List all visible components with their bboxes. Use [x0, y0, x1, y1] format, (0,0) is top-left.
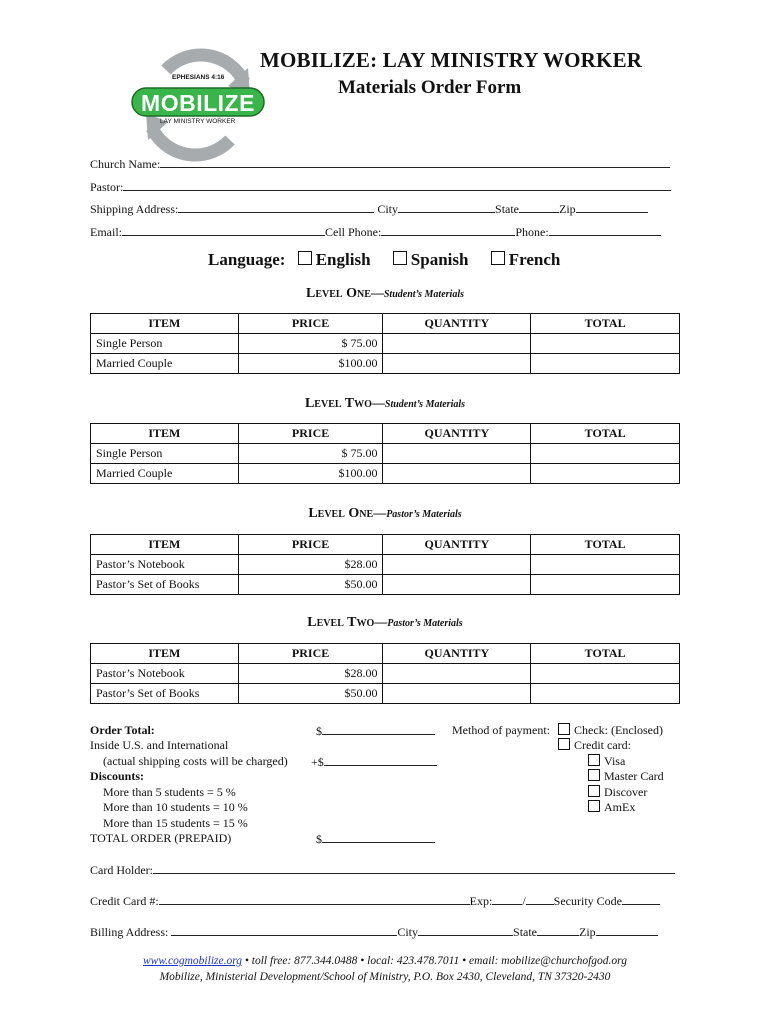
- card-mastercard[interactable]: [588, 769, 664, 784]
- plus-dollar-sign: +$: [311, 755, 324, 769]
- item-cell: Pastor’s Notebook: [91, 555, 239, 575]
- card-holder-field[interactable]: [153, 862, 675, 874]
- exp-slash: /: [522, 894, 526, 908]
- exp-label: Exp:: [469, 894, 493, 908]
- card-holder-row: [90, 862, 675, 878]
- section-dash: —: [371, 395, 385, 410]
- billing-zip-field[interactable]: [596, 924, 658, 936]
- section-level: Level One: [308, 506, 374, 521]
- email-field[interactable]: [122, 224, 325, 236]
- card-discover-label: Discover: [604, 785, 648, 799]
- section-audience: Pastor’s Materials: [386, 509, 462, 520]
- billing-zip-label: Zip: [579, 925, 596, 939]
- language-english-label: English: [315, 250, 371, 269]
- quantity-cell[interactable]: [383, 334, 531, 354]
- credit-card-label: Credit Card #:: [90, 894, 159, 908]
- section-heading: [0, 395, 770, 412]
- quantity-cell[interactable]: [383, 575, 531, 595]
- billing-state-field[interactable]: [537, 924, 579, 936]
- discount-15: More than 15 students = 15 %: [103, 816, 248, 830]
- price-cell: $100.00: [238, 464, 383, 484]
- payment-credit-card[interactable]: [558, 738, 631, 753]
- email-row: [90, 224, 661, 240]
- item-cell: Pastor’s Notebook: [91, 664, 239, 684]
- discount-10: More than 10 students = 10 %: [103, 800, 248, 814]
- checkbox-icon[interactable]: [588, 785, 600, 797]
- card-amex[interactable]: [588, 800, 635, 815]
- shipping-address-label: Shipping Address:: [90, 202, 179, 216]
- logo-name: MOBILIZE: [141, 90, 255, 116]
- section-dash: —: [370, 285, 384, 300]
- checkbox-icon[interactable]: [298, 251, 312, 265]
- security-code-label: Security Code: [553, 894, 622, 908]
- logo: [126, 40, 271, 165]
- exp-month-field[interactable]: [492, 893, 522, 905]
- total-prepaid-label: TOTAL ORDER (PREPAID): [90, 831, 232, 845]
- language-french-label: French: [508, 250, 561, 269]
- zip-label: Zip: [559, 202, 576, 216]
- header-quantity: QUANTITY: [383, 644, 531, 664]
- section-dash: —: [373, 505, 387, 520]
- checkbox-icon[interactable]: [588, 800, 600, 812]
- cell-phone-label: Cell Phone:: [325, 225, 382, 239]
- card-discover[interactable]: [588, 785, 647, 800]
- shipping-row: [90, 201, 648, 217]
- header-total: TOTAL: [531, 644, 680, 664]
- order-table: [90, 534, 680, 595]
- total-cell[interactable]: [531, 354, 680, 374]
- header-item: ITEM: [91, 424, 239, 444]
- price-cell: $100.00: [238, 354, 383, 374]
- header-total: TOTAL: [531, 314, 680, 334]
- language-english[interactable]: [298, 250, 371, 269]
- section-audience: Student’s Materials: [383, 289, 464, 300]
- header-total: TOTAL: [531, 424, 680, 444]
- quantity-cell[interactable]: [383, 555, 531, 575]
- quantity-cell[interactable]: [383, 444, 531, 464]
- footer-address: Mobilize, Ministerial Development/School of Ministry, P.O. Box 2430, Cleveland, TN 37320-2430: [159, 971, 611, 983]
- item-cell: Pastor’s Set of Books: [91, 684, 239, 704]
- table-header-row: [91, 424, 680, 444]
- item-cell: Married Couple: [91, 464, 239, 484]
- credit-card-row: [90, 893, 660, 909]
- card-visa[interactable]: [588, 754, 625, 769]
- price-cell: $50.00: [238, 684, 383, 704]
- total-cell[interactable]: [531, 664, 680, 684]
- billing-row: [90, 924, 658, 940]
- language-row: [208, 250, 560, 270]
- table-row: [91, 334, 680, 354]
- card-mastercard-label: Master Card: [604, 769, 664, 783]
- dollar-sign: $: [316, 832, 322, 846]
- item-cell: Pastor’s Set of Books: [91, 575, 239, 595]
- dollar-sign: $: [316, 724, 322, 738]
- header-item: ITEM: [91, 314, 239, 334]
- price-cell: $28.00: [238, 664, 383, 684]
- header-price: PRICE: [238, 535, 383, 555]
- total-cell[interactable]: [531, 464, 680, 484]
- checkbox-icon[interactable]: [558, 738, 570, 750]
- header-price: PRICE: [238, 314, 383, 334]
- email-label: Email:: [90, 225, 122, 239]
- billing-city-field[interactable]: [418, 924, 513, 936]
- billing-address-field[interactable]: [171, 924, 397, 936]
- header-price: PRICE: [238, 644, 383, 664]
- quantity-cell[interactable]: [383, 664, 531, 684]
- shipping-line1: Inside U.S. and International: [90, 738, 229, 752]
- exp-year-field[interactable]: [526, 893, 554, 905]
- security-code-field[interactable]: [622, 893, 660, 905]
- item-cell: Single Person: [91, 334, 239, 354]
- header-total: TOTAL: [531, 535, 680, 555]
- church-name-label: Church Name:: [90, 157, 161, 171]
- header-quantity: QUANTITY: [383, 424, 531, 444]
- section-level: Level One: [306, 286, 371, 301]
- total-cell[interactable]: [531, 334, 680, 354]
- checkbox-icon[interactable]: [393, 251, 407, 265]
- quantity-cell[interactable]: [383, 684, 531, 704]
- billing-city-label: City: [397, 925, 419, 939]
- card-visa-label: Visa: [604, 754, 626, 768]
- pastor-label: Pastor:: [90, 180, 124, 194]
- section-heading: [0, 505, 770, 522]
- order-table: [90, 643, 680, 704]
- billing-address-label: Billing Address:: [90, 925, 169, 939]
- order-total-label: Order Total:: [90, 723, 155, 737]
- discounts-label: Discounts:: [90, 769, 145, 783]
- header-item: ITEM: [91, 535, 239, 555]
- cell-phone-field[interactable]: [381, 224, 515, 236]
- shipping-address-field[interactable]: [178, 201, 374, 213]
- total-cell[interactable]: [531, 444, 680, 464]
- section-dash: —: [374, 614, 388, 629]
- table-row: [91, 354, 680, 374]
- pastor-row: [90, 179, 671, 195]
- table-row: [91, 464, 680, 484]
- price-cell: $28.00: [238, 555, 383, 575]
- payment-label: Method of payment:: [452, 723, 550, 737]
- logo-verse: EPHESIANS 4:16: [172, 74, 225, 81]
- language-spanish[interactable]: [393, 250, 469, 269]
- city-label: City: [377, 202, 399, 216]
- church-name-row: [90, 156, 670, 172]
- table-header-row: [91, 644, 680, 664]
- total-cell[interactable]: [531, 684, 680, 704]
- page-title: MOBILIZE: LAY MINISTRY WORKER: [260, 48, 643, 72]
- footer-contact-info: • toll free: 877.344.0488 • local: 423.478.7011 • email: mobilize@churchofgod.org: [242, 955, 627, 967]
- table-row: [91, 555, 680, 575]
- page-subtitle: Materials Order Form: [338, 77, 522, 98]
- header-price: PRICE: [238, 424, 383, 444]
- total-cell[interactable]: [531, 555, 680, 575]
- state-field[interactable]: [519, 201, 559, 213]
- section-heading: [0, 614, 770, 631]
- website-link[interactable]: www.cogmobilize.org: [142, 955, 243, 967]
- phone-label: Phone:: [515, 225, 549, 239]
- price-cell: $50.00: [238, 575, 383, 595]
- card-holder-label: Card Holder:: [90, 863, 153, 877]
- logo-sub: LAY MINISTRY WORKER: [160, 118, 236, 125]
- card-amex-label: AmEx: [604, 800, 636, 814]
- price-cell: $ 75.00: [238, 444, 383, 464]
- table-row: [91, 444, 680, 464]
- discount-5: More than 5 students = 5 %: [103, 785, 236, 799]
- shipping-line[interactable]: [324, 754, 437, 766]
- pastor-field[interactable]: [123, 179, 671, 191]
- section-heading: [0, 285, 770, 302]
- language-spanish-label: Spanish: [410, 250, 469, 269]
- table-row: [91, 684, 680, 704]
- order-table: [90, 423, 680, 484]
- quantity-cell[interactable]: [383, 354, 531, 374]
- order-total-line[interactable]: [322, 723, 435, 735]
- total-prepaid-field[interactable]: [316, 831, 435, 847]
- price-cell: $ 75.00: [238, 334, 383, 354]
- payment-credit-card-label: Credit card:: [574, 738, 631, 752]
- language-label: Language:: [208, 250, 286, 269]
- table-header-row: [91, 314, 680, 334]
- language-french[interactable]: [491, 250, 561, 269]
- shipping-field[interactable]: [311, 754, 437, 770]
- checkbox-icon[interactable]: [491, 251, 505, 265]
- total-prepaid-line[interactable]: [322, 831, 435, 843]
- church-name-field[interactable]: [160, 156, 670, 168]
- checkbox-icon[interactable]: [588, 754, 600, 766]
- checkbox-icon[interactable]: [558, 723, 570, 735]
- payment-check[interactable]: [558, 723, 663, 738]
- header-quantity: QUANTITY: [383, 314, 531, 334]
- billing-state-label: State: [513, 925, 538, 939]
- table-header-row: [91, 535, 680, 555]
- section-level: Level Two: [304, 396, 372, 411]
- section-level: Level Two: [307, 615, 375, 630]
- section-audience: Pastor’s Materials: [387, 618, 463, 629]
- checkbox-icon[interactable]: [588, 769, 600, 781]
- quantity-cell[interactable]: [383, 464, 531, 484]
- footer-contact: [0, 955, 770, 967]
- header-quantity: QUANTITY: [383, 535, 531, 555]
- table-row: [91, 664, 680, 684]
- city-field[interactable]: [398, 201, 495, 213]
- item-cell: Single Person: [91, 444, 239, 464]
- payment-check-label: Check: (Enclosed): [574, 723, 663, 737]
- shipping-line2: (actual shipping costs will be charged): [103, 754, 288, 768]
- order-total-field[interactable]: [316, 723, 435, 739]
- order-table: [90, 313, 680, 374]
- zip-field[interactable]: [576, 201, 648, 213]
- header-item: ITEM: [91, 644, 239, 664]
- credit-card-field[interactable]: [159, 893, 470, 905]
- phone-field[interactable]: [549, 224, 661, 236]
- table-row: [91, 575, 680, 595]
- total-cell[interactable]: [531, 575, 680, 595]
- item-cell: Married Couple: [91, 354, 239, 374]
- state-label: State: [495, 202, 520, 216]
- section-audience: Student’s Materials: [384, 399, 466, 410]
